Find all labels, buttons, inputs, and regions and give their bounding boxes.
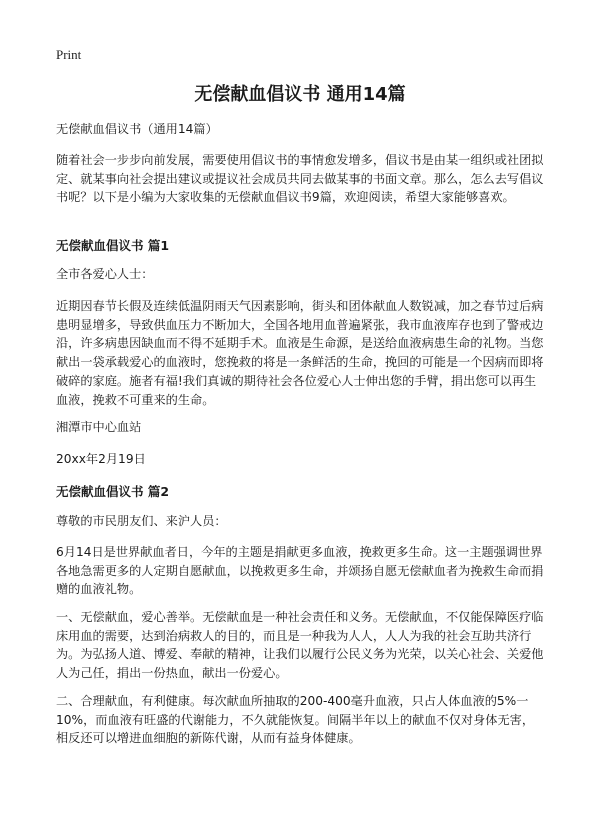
- section1-body: 近期因春节长假及连续低温阴雨天气因素影响，街头和团体献血人数锐减，加之春节过后病患明显增多，导致供血压力不断加大，全国各地用血普遍紧张，我市血液库存也到了警戒边沿，许多病患因缺血而不得不延期手术。血液是生命源，是送给血液病患生命的礼物。当您献出一袋承载爱心的血液时，您挽救的将是一条鲜活的生命，挽回的可能是一个因病而即将破碎的家庭。施者有福!我们真诚的期待社会各位爱心人士伸出您的手臂，捐出您可以再生血液，挽救不可重来的生命。: [56, 299, 544, 407]
- intro-paragraph: 随着社会一步步向前发展，需要使用倡议书的事情愈发增多，倡议书是由某一组织或社团拟定、就某事向社会提出建议或提议社会成员共同去做某事的书面文章。那么，怎么去写倡议书呢？以下是小编为大家收集的无偿献血倡议书9篇，欢迎阅读，希望大家能够喜欢。: [56, 153, 544, 205]
- section2-paragraph-2: 一、无偿献血，爱心善举。无偿献血是一种社会责任和义务。无偿献血，不仅能保障医疗临床用血的需要，达到治病救人的目的，而且是一种我为人人，人人为我的社会互助共济行为。为弘扬人道、博爱、奉献的精神，让我们以履行公民义务为光荣，以关心社会、关爱他人为己任，捐出一份热血，献出一份爱心。: [56, 610, 544, 681]
- section1-org: 湘潭市中心血站: [56, 420, 142, 434]
- section2-paragraph-1: 6月14日是世界献血者日，今年的主题是捐献更多血液，挽救更多生命。这一主题强调世界各地急需更多的人定期自愿献血，以挽救更多生命，并颂扬自愿无偿献血者为挽救生命而捐赠的血液礼物。: [56, 545, 544, 597]
- subtitle: 无偿献血倡议书（通用14篇）: [56, 122, 218, 136]
- section-heading-1: 无偿献血倡议书 篇1: [56, 238, 170, 253]
- print-link[interactable]: Print: [56, 47, 82, 62]
- page-title: 无偿献血倡议书 通用14篇: [194, 84, 406, 105]
- section1-date: 20xx年2月19日: [56, 452, 146, 466]
- section1-greeting: 全市各爱心人士：: [56, 267, 154, 281]
- section-heading-2: 无偿献血倡议书 篇2: [56, 484, 170, 499]
- section2-paragraph-3: 二、合理献血，有利健康。每次献血所抽取的200-400毫升血液，只占人体血液的5%一10%，而血液有旺盛的代谢能力，不久就能恢复。间隔半年以上的献血不仅对身体无害，相反还可以增进血细胞的新陈代谢，从而有益身体健康。: [56, 694, 535, 746]
- section2-greeting: 尊敬的市民朋友们、来沪人员：: [56, 514, 227, 528]
